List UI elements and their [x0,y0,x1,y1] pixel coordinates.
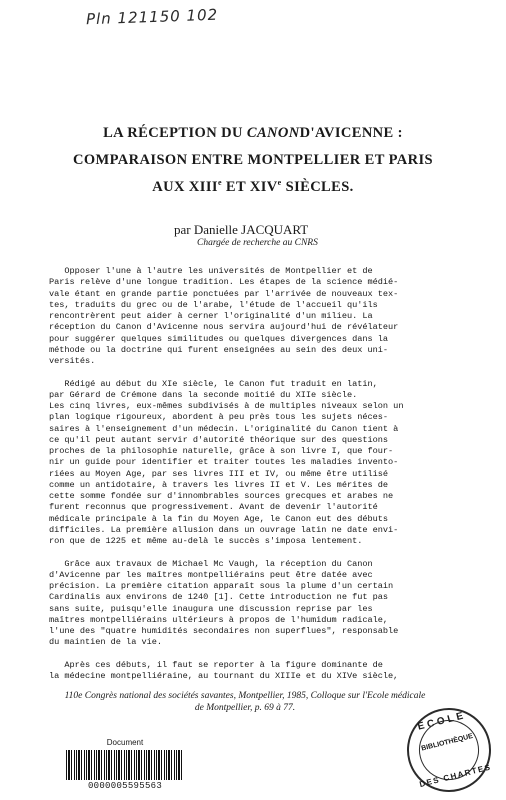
text-line: riées au Moyen Age, par ses livres III et IV, ou même être utilisé [49,468,389,479]
text-line: cette somme fondée sur d'innombrables sources grecques et arabes ne [49,491,394,501]
footnote-line-2: de Montpellier, p. 69 à 77. [194,703,296,713]
paragraph-4 [49,660,447,683]
stamp-text-middle: BIBLIOTHÈQUE [420,732,474,753]
text-line: Opposer l'une à l'autre les universités de Montpellier et de [49,266,373,276]
text-line: difficiles. La première allusion dans un ouvrage latin ne date envi- [49,524,399,535]
author-byline: par Danielle JACQUART [174,222,309,237]
text-line: Rédigé au début du XIe siècle, le Canon fut traduit en latin, [49,378,378,389]
stamp-text-top: ECOLE [416,710,468,733]
text-line: précision. La première citation apparaît sous la plume d'un certain [49,581,394,591]
paragraph-2 [49,379,447,548]
text-line: comme un antidotaire, à travers les livres II et V. Les mérites de [49,479,389,490]
handwritten-shelfmark: Pln 121150 102 [85,5,219,29]
library-barcode-label [62,738,188,796]
title-line-2: COMPARAISON ENTRE MONTPELLIER ET PARIS [72,152,434,168]
text-line: proches de la philosophie naturelle, grâce à son livre I, que four- [49,446,394,456]
text-line: tes, traduits du grec ou de l'arabe, l'étude de l'accueil qu'ils [49,299,378,310]
text-line: versités. [49,356,96,366]
text-line: plan logique rigoureux, abordent à peu près tous les sujets néces- [49,412,389,423]
text-line: rencontrèrent peut aider à cerner l'originalité d'un milieu. La [49,311,373,321]
paragraph-1 [49,266,447,367]
barcode-caption: Document [106,738,144,747]
text-line: saires à l'enseignement d'un médecin. L'originalité du Canon tient à [49,423,399,434]
text-line: Cardinalis aux environs de 1240 [1]. Cette introduction ne fut pas [49,592,389,603]
text-line: d'Avicenne par les maîtres montpelliérains peut être datée avec [49,569,373,580]
text-line: vale étant en grande partie ponctuées par l'arrivée de nouveaux tex- [49,288,399,299]
paragraph-3 [49,559,447,649]
text-line: Les cinq livres, eux-mêmes subdivisés à de multiples niveaux selon un [49,401,404,411]
text-line: par Gérard de Crémone dans la seconde moitié du XIIe siècle. [49,389,358,400]
barcode-number: 0000005595563 [87,781,163,791]
library-stamp-icon [398,699,500,800]
text-line: pour suggérer quelques similitudes ou quelques divergences dans la [49,333,389,344]
text-line: la médecine montpelliéraine, au tournant du XIIIe et du XIVe siècle, [49,671,399,681]
author-affiliation: Chargée de recherche au CNRS [197,238,318,248]
stamp-text-bottom: DES CHARTES [418,762,493,790]
text-line: Paris relève d'une longue tradition. Les étapes de la science médié- [49,277,399,288]
text-line: réception du Canon d'Avicenne nous servira aujourd'hui de révélateur [49,322,399,333]
text-line: méthode ou la doctrine qui furent enseignées au sein des deux uni- [49,344,389,355]
title-line-1: LA RÉCEPTION DU CANOND'AVICENNE : [103,125,403,141]
text-line: Après ces débuts, il faut se reporter à la figure dominante de [49,659,383,670]
text-line: médicale principale à la fin du Moyen Age, le Canon eut des débuts [49,513,389,524]
conference-footnote [50,690,440,714]
text-line: Grâce aux travaux de Michael Mc Vaugh, la réception du Canon [49,558,373,569]
text-line: furent reconnus que progressivement. Avant de devenir l'autorité [49,502,378,513]
text-line: nir un guide pour identifier et traiter toutes les maladies invento- [49,457,399,468]
footnote-line-1: 110e Congrès national des sociétés savantes, Montpellier, 1985, Colloque sur l'Ecole médicale [64,691,426,701]
article-title [30,120,476,201]
text-line: l'une des "quatre humidités secondaires non superflues", responsable [49,626,399,636]
text-line: ce qu'il peut autant servir d'autorité théorique sur des questions [49,434,389,445]
text-line: du maintien de la vie. [49,637,163,648]
text-line: maîtres montpelliérains ultérieurs à propos de l'humidum radicale, [49,614,389,625]
barcode-icon [66,750,184,780]
title-line-3: AUX XIIIe ET XIVe SIÈCLES. [152,178,354,195]
text-line: sans suite, puisqu'elle inaugura une discussion reprise par les [49,603,373,614]
text-line: ron que de 1225 et même au-delà le succès s'imposa lentement. [49,536,363,546]
article-body [49,266,447,694]
